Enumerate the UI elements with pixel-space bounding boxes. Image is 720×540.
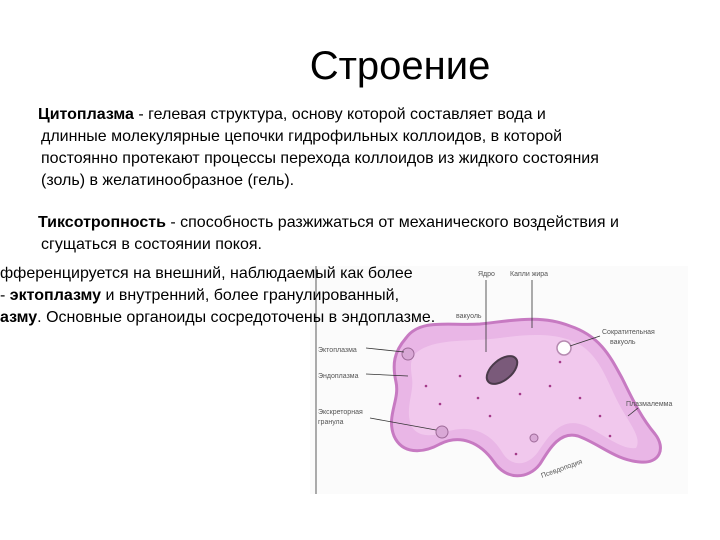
paragraph-thixotropy [38,212,718,256]
overlay-line1: фференцируется на внешний, наблюдаемый как более [0,265,413,282]
para1-line4: (золь) в желатинообразное (гель). [41,172,295,189]
para1-line3: постоянно протекают процессы перехода коллоидов из жидкого состояния [41,150,599,167]
label-ectoplasm: Эктоплазма [318,347,357,354]
overlay-line3-rest: . Основные органоиды сосредоточены в эндоплазме. [37,309,436,326]
para1-line1: - гелевая структура, основу которой составляет вода и [133,106,546,123]
food-vacuole [402,348,414,360]
food-vacuole [530,434,538,442]
label-contractile: Сократительная [602,329,655,336]
term-endoplasm: азму [0,309,38,326]
contractile-vacuole [557,341,571,355]
term-cytoplasm: Цитоплазма [38,106,134,123]
label-pseudopod: Псевдоподия [540,458,584,480]
label-endoplasm: Эндоплазма [318,373,359,380]
para1-line2: длинные молекулярные цепочки гидрофильных коллоидов, в которой [41,128,563,145]
label-fat-drops: Капли жира [510,271,549,278]
label-vacuole: вакуоль [456,313,482,320]
label-nucleus: Ядро [478,271,495,278]
para2-line1: - способность разжижаться от механического воздействия и [165,214,619,231]
overlay-line2-prefix: - [0,287,10,304]
paragraph-cytoplasm [38,104,718,192]
overlay-line2-rest: и внутренний, более гранулированный, [101,287,400,304]
term-thixotropy: Тиксотропность [38,214,166,231]
slide-title: Строение [309,44,491,88]
label-contractile-2: вакуоль [610,339,636,346]
term-ectoplasm: эктоплазму [9,287,102,304]
para2-line2: сгущаться в состоянии покоя. [41,236,262,253]
overlay-text [0,263,435,329]
label-plasmalemma: Плазмалемма [626,401,673,408]
label-excretory: Экскреторная [318,409,363,416]
food-vacuole [436,426,448,438]
label-excretory-2: гранула [318,419,344,426]
